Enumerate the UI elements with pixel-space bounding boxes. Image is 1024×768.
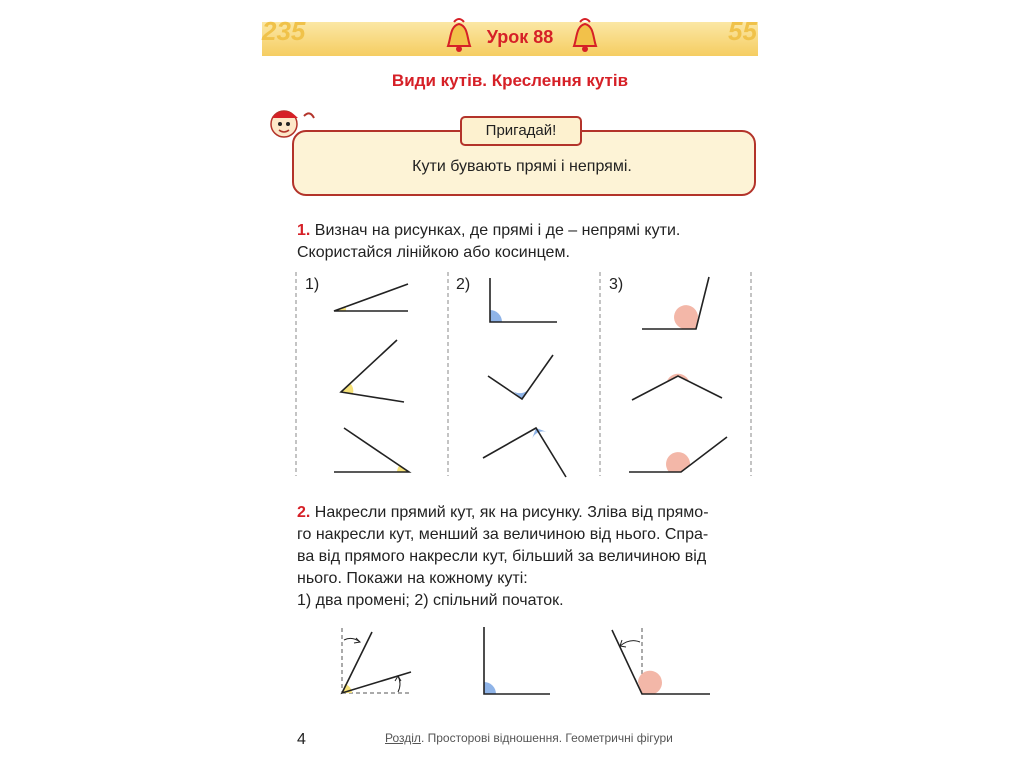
exercise-2-number: 2.	[297, 504, 311, 521]
exercise-1-number: 1.	[297, 222, 311, 239]
column-label-3: 3)	[609, 276, 624, 293]
column-label-1: 1)	[305, 276, 320, 293]
decorative-digits-left: 235	[262, 16, 306, 46]
column-label-2: 2)	[456, 276, 471, 293]
exercise-2-line-3: ва від прямого накресли кут, більший за величиною від	[297, 548, 707, 565]
lesson-title: Урок 88	[486, 27, 554, 47]
section-title: . Просторові відношення. Геометричні фігури	[420, 731, 673, 745]
exercise-1-line-2: Скористайся лінійкою або косинцем.	[297, 244, 570, 261]
page-number: 4	[297, 731, 306, 748]
exercise-2-line-4: нього. Покажи на кожному куті:	[297, 570, 528, 587]
section-footer	[385, 731, 673, 745]
acute-angle-example	[342, 628, 412, 693]
exercise-2-line-5: 1) два промені; 2) спільний початок.	[297, 592, 564, 609]
remember-text: Кути бувають прямі і непрямі.	[412, 158, 632, 175]
decorative-digits-right: 55	[728, 16, 757, 46]
right-angle-example	[484, 627, 550, 694]
exercise-2-line-2: го накресли кут, менший за величиною від нього. Спра-	[297, 526, 709, 543]
exercise-2-line-1: Накресли прямий кут, як на рисунку. Зліва від прямо-	[314, 504, 709, 521]
obtuse-angle-example	[612, 628, 710, 694]
exercise-1-line-1: Визнач на рисунках, де прямі і де – непрямі кути.	[314, 222, 681, 239]
remember-label: Пригадай!	[460, 116, 582, 146]
lesson-subtitle: Види кутів. Креслення кутів	[391, 71, 629, 90]
section-word: Розділ	[385, 731, 421, 745]
